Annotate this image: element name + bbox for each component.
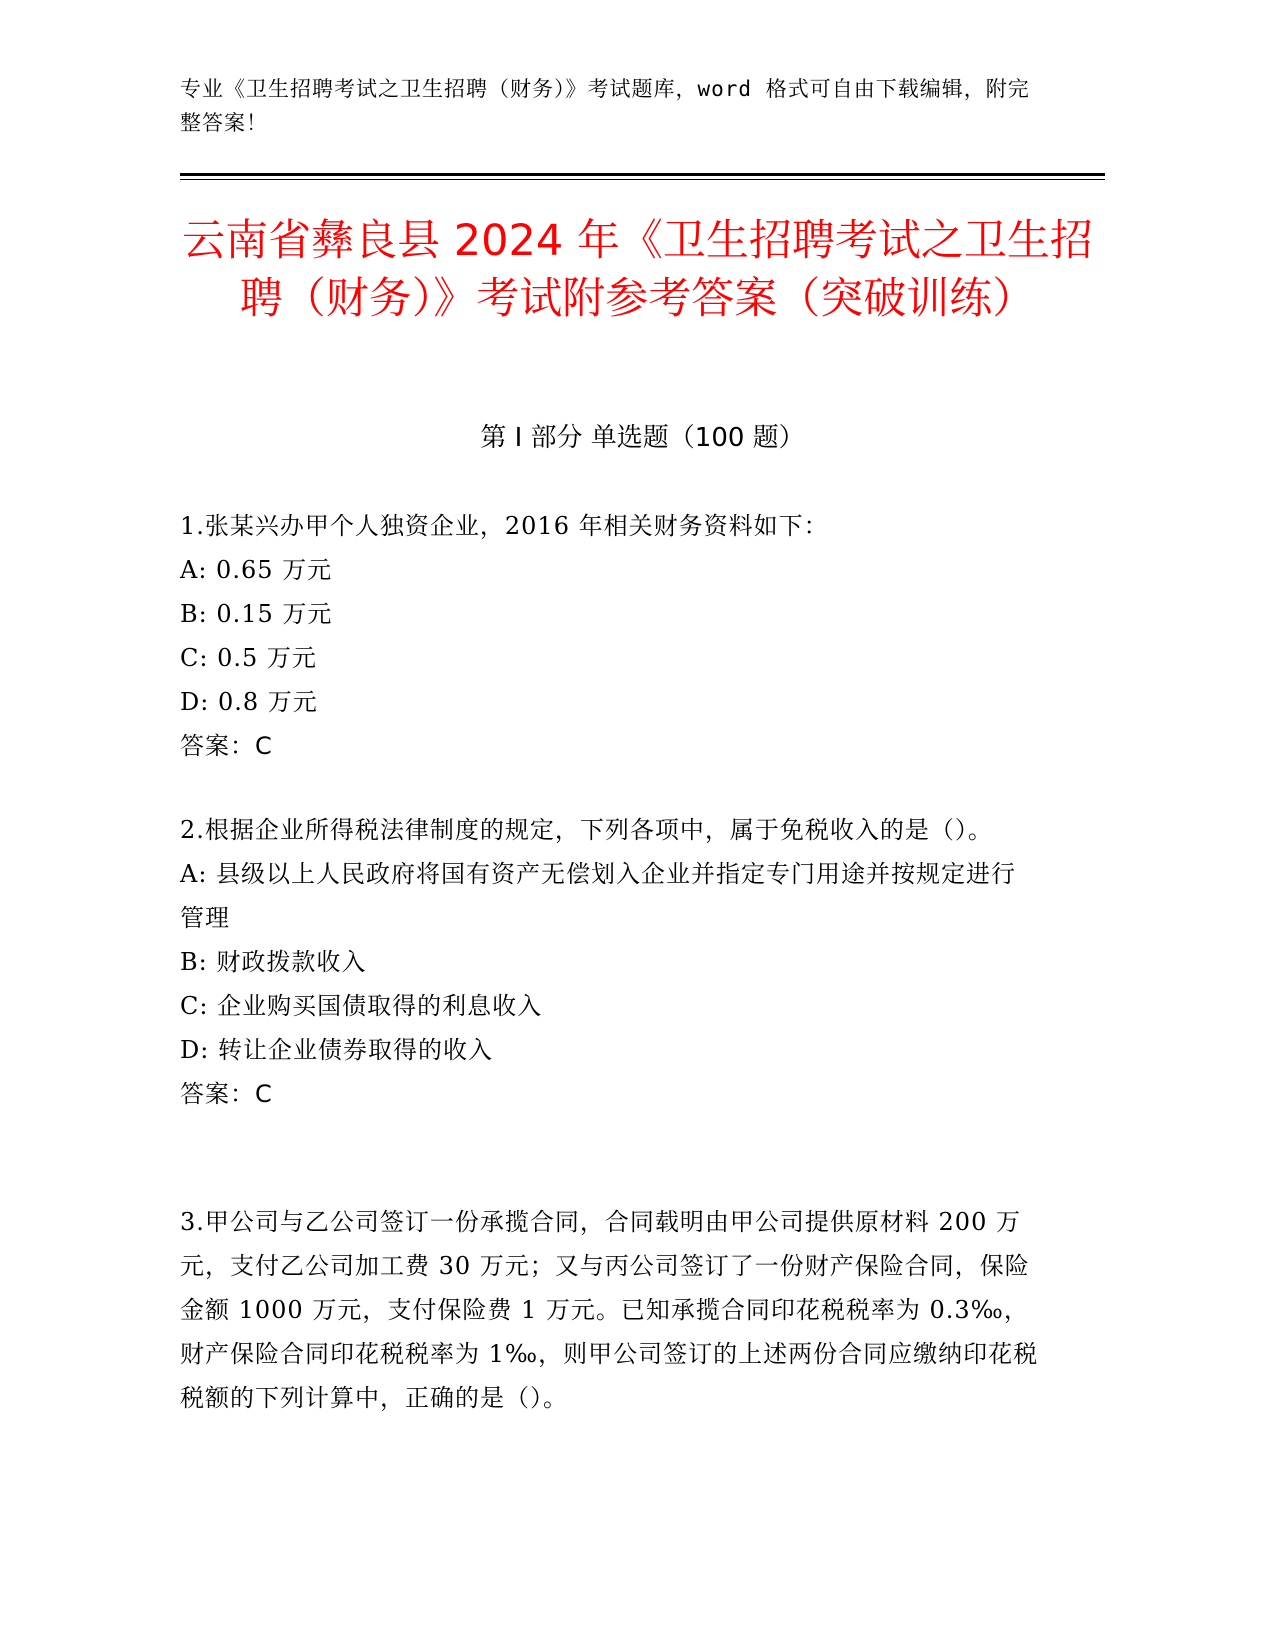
question-stem: 3.甲公司与乙公司签订一份承揽合同，合同载明由甲公司提供原材料 200 万元，支付乙公司加工费 30 万元；又与丙公司签订了一份财产保险合同，保险金额 1000 万元，支付保险费 1 万元。已知承揽合同印花税税率为 0.3‰，财产保险合同印花税税率为 1‰，则甲公司签订的上述两份合同应缴纳印花税税额的下列计算中，正确的是（）。 xyxy=(180,1208,1039,1412)
option-c: C: 企业购买国债取得的利息收入 xyxy=(180,992,543,1020)
answer: 答案：C xyxy=(180,732,273,760)
question-2 xyxy=(180,808,1040,1116)
document-title: 云南省彝良县 2024 年《卫生招聘考试之卫生招聘（财务）》考试附参考答案（突破训练） xyxy=(182,216,1093,324)
question-stem: 1.张某兴办甲个人独资企业，2016 年相关财务资料如下： xyxy=(180,512,829,540)
section-heading: 第 I 部分 单选题（100 题） xyxy=(480,423,805,453)
header-rule-thick xyxy=(180,173,1105,176)
header-note: 专业《卫生招聘考试之卫生招聘（财务）》考试题库，word 格式可自由下载编辑，附完整答案！ xyxy=(180,77,1030,135)
question-3 xyxy=(180,1200,1040,1420)
question-1 xyxy=(180,504,1040,768)
option-d: D: 转让企业债券取得的收入 xyxy=(180,1036,493,1064)
header-rule-thin xyxy=(180,179,1105,180)
answer: 答案：C xyxy=(180,1080,273,1108)
question-stem: 2.根据企业所得税法律制度的规定，下列各项中，属于免税收入的是（）。 xyxy=(180,816,993,844)
option-d: D: 0.8 万元 xyxy=(180,688,318,716)
option-c: C: 0.5 万元 xyxy=(180,644,317,672)
option-a: A: 县级以上人民政府将国有资产无偿划入企业并指定专门用途并按规定进行管理 xyxy=(180,860,1017,932)
option-a: A: 0.65 万元 xyxy=(180,556,333,584)
option-b: B: 财政拨款收入 xyxy=(180,948,367,976)
option-b: B: 0.15 万元 xyxy=(180,600,333,628)
